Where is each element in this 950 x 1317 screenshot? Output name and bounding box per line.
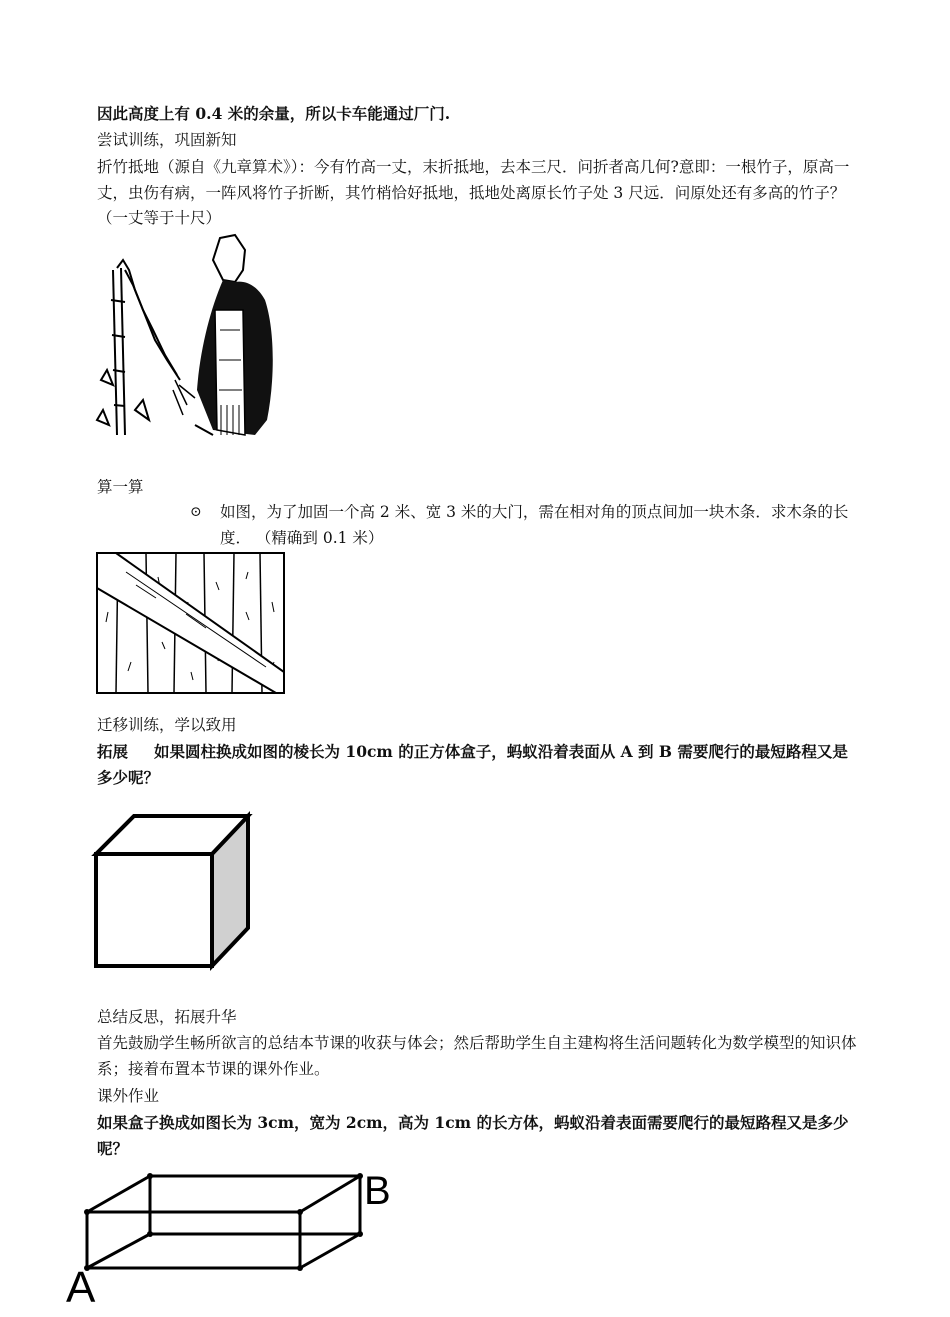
section-heading-homework: 课外作业 (97, 1087, 160, 1105)
conclusion-line: 因此高度上有 0.4 米的余量，所以卡车能通过厂门. (97, 104, 451, 123)
section-heading-summary: 总结反思，拓展升华 (97, 1008, 237, 1026)
wooden-door-figure (96, 552, 285, 694)
bamboo-problem-text: 折竹抵地（源自《九章算术》）：今有竹高一丈，末折抵地，去本三尺．问折者高几何?意即：一根竹子，原高一丈，虫伤有病，一阵风将竹子折断，其竹梢恰好抵地，抵地处离原长竹子处 3 尺远．问原处还有多高的竹子？（一丈等于十尺） (97, 158, 850, 227)
extension-problem (97, 739, 859, 790)
extension-text: 如果圆柱换成如图的棱长为 10cm 的正方体盒子，蚂蚁沿着表面从 A 到 B 需要爬行的最短路程又是多少呢？ (97, 742, 848, 787)
vertex-label-b: B (364, 1169, 391, 1213)
extension-label: 拓展 (97, 742, 129, 761)
section-heading-calc: 算一算 (97, 478, 144, 496)
vertex-label-a: A (66, 1263, 96, 1310)
section-heading-try: 尝试训练，巩固新知 (97, 131, 237, 149)
cuboid-figure (62, 1162, 407, 1310)
door-problem-item (190, 500, 860, 552)
section-heading-transfer: 迁移训练，学以致用 (97, 716, 237, 734)
door-problem-text: 如图，为了加固一个高 2 米、宽 3 米的大门，需在相对角的顶点间加一块木条．求木条的长度． （精确到 0.1 米） (220, 503, 849, 547)
bamboo-scholar-illustration (95, 230, 285, 445)
bullet-icon: ⊙ (190, 504, 202, 520)
summary-text: 首先鼓励学生畅所欲言的总结本节课的收获与体会；然后帮助学生自主建构将生活问题转化为数学模型的知识体系；接着布置本节课的课外作业。 (97, 1034, 857, 1078)
cube-figure (90, 810, 260, 975)
cube-front-face (96, 854, 212, 966)
homework-problem: 如果盒子换成如图长为 3cm，宽为 2cm，高为 1cm 的长方体，蚂蚁沿着表面需要爬行的最短路程又是多少呢？ (97, 1113, 849, 1158)
